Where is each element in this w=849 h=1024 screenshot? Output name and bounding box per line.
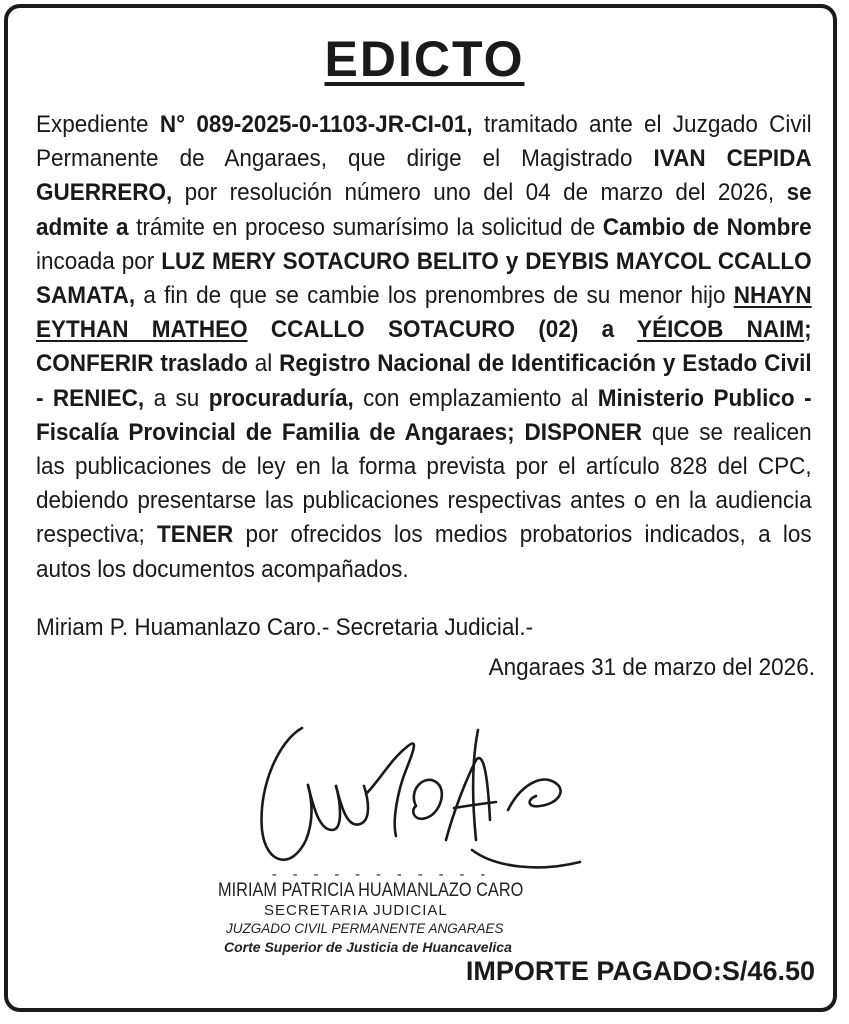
case-number: N° 089-2025-0-1103-JR-CI-01, [159,111,473,138]
body-segment: Expediente [36,111,160,138]
petitioners: LUZ MERY SOTACURO BELITO y DEYBIS MAYCOL CCALLO SAMATA, [36,247,812,310]
body-segment: con emplazamiento al [353,384,598,412]
stamp-superior-court: Corte Superior de Justicia de Huancavelica [224,939,512,955]
new-names: YÉICOB NAIM [637,316,805,344]
handwritten-signature [240,690,600,890]
ministry-disponer: Ministerio Publico - Fiscalía Provincial de Familia de Angaraes; DISPONER [36,384,812,446]
stamp-court: JUZGADO CIVIL PERMANENTE ANGARAES [226,921,504,936]
reniec-name: Registro Nacional de Identificación y Estado Civil - RENIEC, [36,350,812,412]
body-segment: tramitado ante el Juzgado Civil Permanente de Angaraes, que dirige el Magistrado [36,111,812,173]
confer-phrase: ; CONFERIR traslado [36,316,812,378]
procuraduria: procuraduría, [208,384,354,412]
judge-name: IVAN CEPIDA GUERRERO, [36,145,812,207]
date-line: Angaraes 31 de marzo del 2026. [488,654,815,681]
body-segment: por ofrecidos los medios probatorios indicados, a los autos los documentos acompañados. [36,521,812,583]
request-type: Cambio de Nombre [602,213,812,241]
body-segment: a su [144,384,209,412]
stamp-role: SECRETARIA JUDICIAL [264,902,448,919]
official-stamp [218,867,598,956]
body-segment: por resolución número uno del 04 de marzo del 2026, [172,179,787,207]
stamp-dotted-rule: - - - - - - - - - - - [270,867,490,883]
page-title [0,30,849,88]
current-names: NHAYN EYTHAN MATHEO [36,282,812,344]
body-segment: trámite en proceso sumarísimo la solicitud de [128,213,603,241]
body-segment: que se realicen las publicaciones de ley en la forma prevista por el artículo 828 del CPC, debiendo presentarse las publicaciones respectivas antes o en la audiencia respectiva; [36,418,812,549]
body-segment: a fin de que se cambie los prenombres de su menor hijo [135,282,734,310]
edict-body [36,108,812,587]
body-segment: incoada por [36,247,162,275]
stamp-name: MIRIAM PATRICIA HUAMANLAZO CARO [218,880,524,901]
title-text: EDICTO [324,31,525,87]
tener-phrase: TENER [157,521,234,549]
surnames-age: CCALLO SOTACURO (02) a [247,316,638,344]
signer-line: Miriam P. Huamanlazo Caro.- Secretaria Judicial.- [36,614,534,641]
body-segment: al [247,350,280,378]
payment-amount: IMPORTE PAGADO:S/46.50 [465,956,815,986]
admission-phrase: se admite a [36,179,812,241]
